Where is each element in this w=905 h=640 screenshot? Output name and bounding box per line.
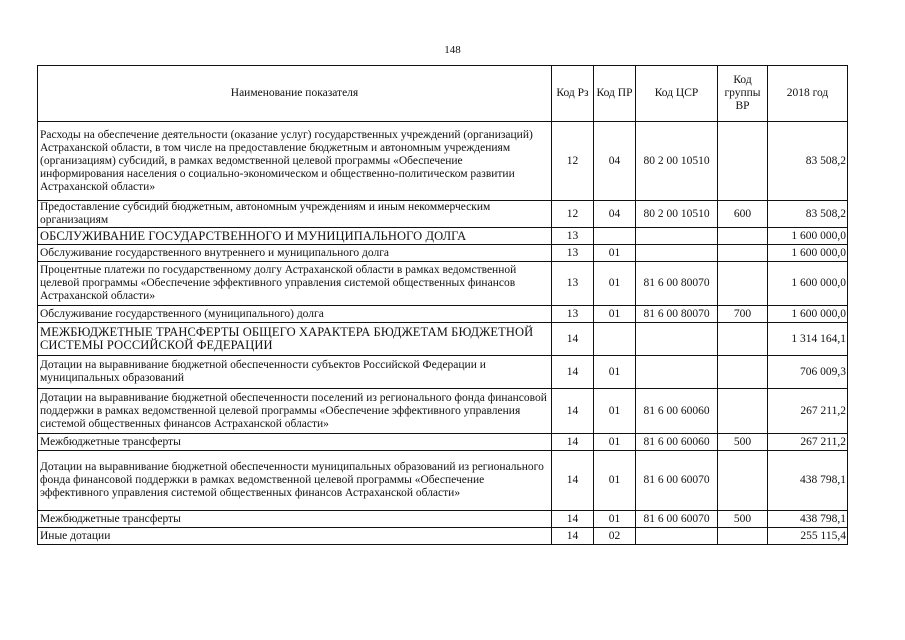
row-pr-cell: 01 [594,306,636,323]
header-rz: Код Рз [552,66,594,122]
row-rz-cell: 14 [552,528,594,545]
table-row [38,389,848,434]
row-csr-cell [636,528,718,545]
row-vr-cell [718,323,768,356]
row-name-cell: Дотации на выравнивание бюджетной обеспеченности муниципальных образований из регионального фонда финансовой поддержки в рамках ведомственной целевой программы «Обеспечение эффективного управления системой общественных финансов Астраханской области» [38,451,552,511]
row-vr-cell: 700 [718,306,768,323]
header-vr: Код группы ВР [718,66,768,122]
row-pr-cell: 04 [594,122,636,201]
table-row [38,201,848,228]
row-amount-cell: 1 600 000,0 [768,306,848,323]
row-csr-cell: 80 2 00 10510 [636,122,718,201]
table-row [38,306,848,323]
row-name-cell: Расходы на обеспечение деятельности (оказание услуг) государственных учреждений (организаций) Астраханской области, в том числе на предоставление бюджетным и автономным учреждениям (организациям) субсидий, в рамках ведомственной целевой программы «Обеспечение информирования населения о социально-экономическом и общественно-политическом развитии Астраханской области» [38,122,552,201]
table-row [38,323,848,356]
row-csr-cell [636,356,718,389]
row-rz-cell: 13 [552,228,594,245]
row-amount-cell: 267 211,2 [768,434,848,451]
row-csr-cell: 81 6 00 60070 [636,451,718,511]
header-year: 2018 год [768,66,848,122]
row-name-cell: МЕЖБЮДЖЕТНЫЕ ТРАНСФЕРТЫ ОБЩЕГО ХАРАКТЕРА БЮДЖЕТАМ БЮДЖЕТНОЙ СИСТЕМЫ РОССИЙСКОЙ ФЕДЕРАЦИИ [38,323,552,356]
row-vr-cell [718,228,768,245]
row-amount-cell: 267 211,2 [768,389,848,434]
row-amount-cell: 1 600 000,0 [768,228,848,245]
row-pr-cell: 02 [594,528,636,545]
table-row [38,511,848,528]
row-amount-cell: 83 508,2 [768,201,848,228]
row-pr-cell: 01 [594,434,636,451]
row-name-cell: Межбюджетные трансферты [38,511,552,528]
row-rz-cell: 12 [552,201,594,228]
row-rz-cell: 14 [552,356,594,389]
row-csr-cell: 81 6 00 80070 [636,262,718,306]
row-csr-cell: 81 6 00 60070 [636,511,718,528]
row-rz-cell: 12 [552,122,594,201]
row-csr-cell: 81 6 00 80070 [636,306,718,323]
row-name-cell: Обслуживание государственного (муниципального) долга [38,306,552,323]
row-rz-cell: 14 [552,389,594,434]
table-row [38,451,848,511]
row-pr-cell: 04 [594,201,636,228]
row-csr-cell [636,323,718,356]
row-amount-cell: 255 115,4 [768,528,848,545]
row-rz-cell: 13 [552,262,594,306]
row-csr-cell [636,245,718,262]
table-row [38,262,848,306]
row-csr-cell: 81 6 00 60060 [636,389,718,434]
row-vr-cell: 600 [718,201,768,228]
row-pr-cell: 01 [594,389,636,434]
table-row [38,245,848,262]
row-pr-cell: 01 [594,511,636,528]
row-pr-cell: 01 [594,356,636,389]
row-amount-cell: 1 600 000,0 [768,262,848,306]
row-vr-cell [718,245,768,262]
row-rz-cell: 14 [552,451,594,511]
row-name-cell: Обслуживание государственного внутреннего и муниципального долга [38,245,552,262]
row-vr-cell [718,528,768,545]
row-rz-cell: 14 [552,434,594,451]
row-pr-cell [594,323,636,356]
row-csr-cell: 81 6 00 60060 [636,434,718,451]
row-amount-cell: 83 508,2 [768,122,848,201]
row-pr-cell: 01 [594,245,636,262]
row-pr-cell [594,228,636,245]
row-vr-cell [718,389,768,434]
table-row [38,528,848,545]
row-pr-cell: 01 [594,451,636,511]
row-vr-cell [718,262,768,306]
table-row [38,356,848,389]
table-header-row [38,66,848,122]
row-vr-cell: 500 [718,511,768,528]
row-amount-cell: 1 314 164,1 [768,323,848,356]
row-rz-cell: 14 [552,323,594,356]
row-name-cell: Иные дотации [38,528,552,545]
page-number: 148 [444,44,461,56]
row-amount-cell: 438 798,1 [768,451,848,511]
row-name-cell: Межбюджетные трансферты [38,434,552,451]
row-rz-cell: 13 [552,306,594,323]
row-name-cell: ОБСЛУЖИВАНИЕ ГОСУДАРСТВЕННОГО И МУНИЦИПАЛЬНОГО ДОЛГА [38,228,552,245]
row-amount-cell: 706 009,3 [768,356,848,389]
table-row [38,434,848,451]
row-name-cell: Предоставление субсидий бюджетным, автономным учреждениям и иным некоммерческим организациям [38,201,552,228]
row-vr-cell [718,451,768,511]
row-csr-cell: 80 2 00 10510 [636,201,718,228]
row-amount-cell: 438 798,1 [768,511,848,528]
table-row [38,228,848,245]
header-pr: Код ПР [594,66,636,122]
row-csr-cell [636,228,718,245]
row-rz-cell: 13 [552,245,594,262]
header-csr: Код ЦСР [636,66,718,122]
row-vr-cell [718,356,768,389]
row-vr-cell [718,122,768,201]
row-pr-cell: 01 [594,262,636,306]
table-row [38,122,848,201]
row-rz-cell: 14 [552,511,594,528]
row-amount-cell: 1 600 000,0 [768,245,848,262]
row-name-cell: Дотации на выравнивание бюджетной обеспеченности поселений из регионального фонда финансовой поддержки в рамках ведомственной целевой программы «Обеспечение эффективного управления системой общественных финансов Астраханской области» [38,389,552,434]
budget-table [37,65,848,545]
row-name-cell: Дотации на выравнивание бюджетной обеспеченности субъектов Российской Федерации и муниципальных образований [38,356,552,389]
row-vr-cell: 500 [718,434,768,451]
header-name: Наименование показателя [38,66,552,122]
row-name-cell: Процентные платежи по государственному долгу Астраханской области в рамках ведомственной целевой программы «Обеспечение эффективного управления системой общественных финансов Астраханской области» [38,262,552,306]
